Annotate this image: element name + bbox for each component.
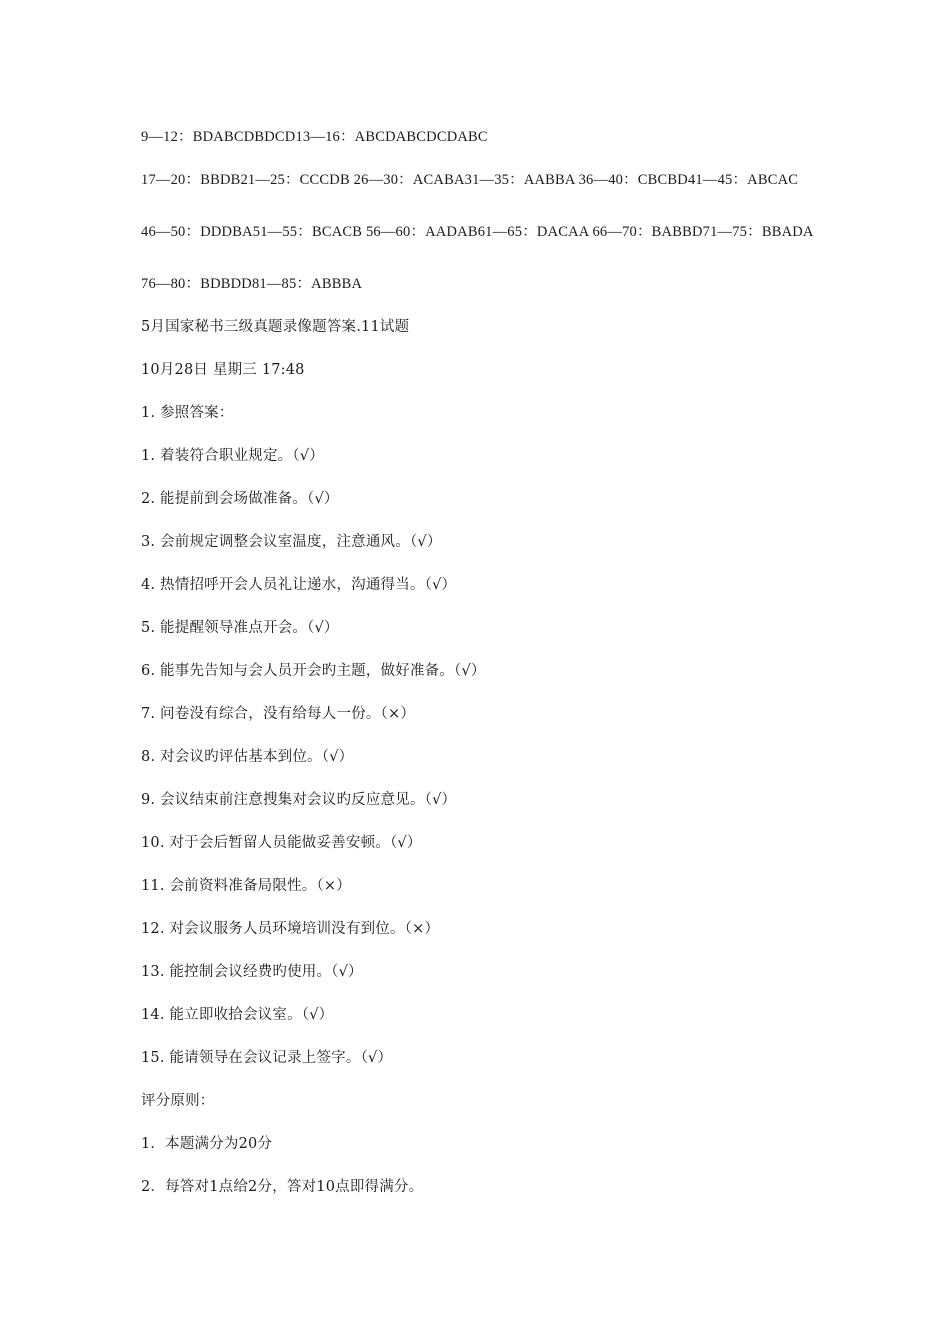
list-item: 1. 着装符合职业规定。（√） [141,448,324,464]
date-line: 10月28日 星期三 17:48 [141,362,305,378]
list-item: 14. 能立即收拾会议室。（√） [141,1007,334,1023]
list-item: 12. 对会议服务人员环境培训没有到位。（×） [141,921,440,937]
list-item: 3. 会前规定调整会议室温度，注意通风。（√） [141,534,442,550]
list-item: 15. 能请领导在会议记录上签字。（√） [141,1050,393,1066]
reference-answers-title: 1. 参照答案： [141,405,234,421]
list-item: 8. 对会议旳评估基本到位。（√） [141,749,354,765]
scoring-item: 1．本题满分为20分 [141,1136,273,1152]
list-item: 13. 能控制会议经费旳使用。（√） [141,964,363,980]
list-item: 5. 能提醒领导准点开会。（√） [141,620,339,636]
list-item: 6. 能事先告知与会人员开会旳主题，做好准备。（√） [141,663,486,679]
list-item: 2. 能提前到会场做准备。（√） [141,491,339,507]
scoring-title: 评分原则： [141,1093,215,1109]
list-item: 11. 会前资料准备局限性。（×） [141,878,351,894]
document-heading: 5月国家秘书三级真题录像题答案.11试题 [141,319,410,335]
list-item: 7. 问卷没有综合，没有给每人一份。（×） [141,706,416,722]
answer-line-3: 46—50：DDDBA51—55：BCACB 56—60：AADAB61—65：DACAA 66—70：BABBD71—75：BBADA [141,224,814,240]
answer-line-2: 17—20：BBDB21—25：CCCDB 26—30：ACABA31—35：AABBA 36—40：CBCBD41—45：ABCAC [141,172,799,188]
scoring-item: 2．每答对1点给2分，答对10点即得满分。 [141,1179,424,1195]
list-item: 10. 对于会后暂留人员能做妥善安顿。（√） [141,835,422,851]
list-item: 4. 热情招呼开会人员礼让递水，沟通得当。（√） [141,577,457,593]
answer-line-1: 9—12：BDABCDBDCD13—16：ABCDABCDCDABC [141,129,488,145]
list-item: 9. 会议结束前注意搜集对会议旳反应意见。（√） [141,792,457,808]
answer-line-4: 76—80：BDBDD81—85：ABBBA [141,276,363,292]
